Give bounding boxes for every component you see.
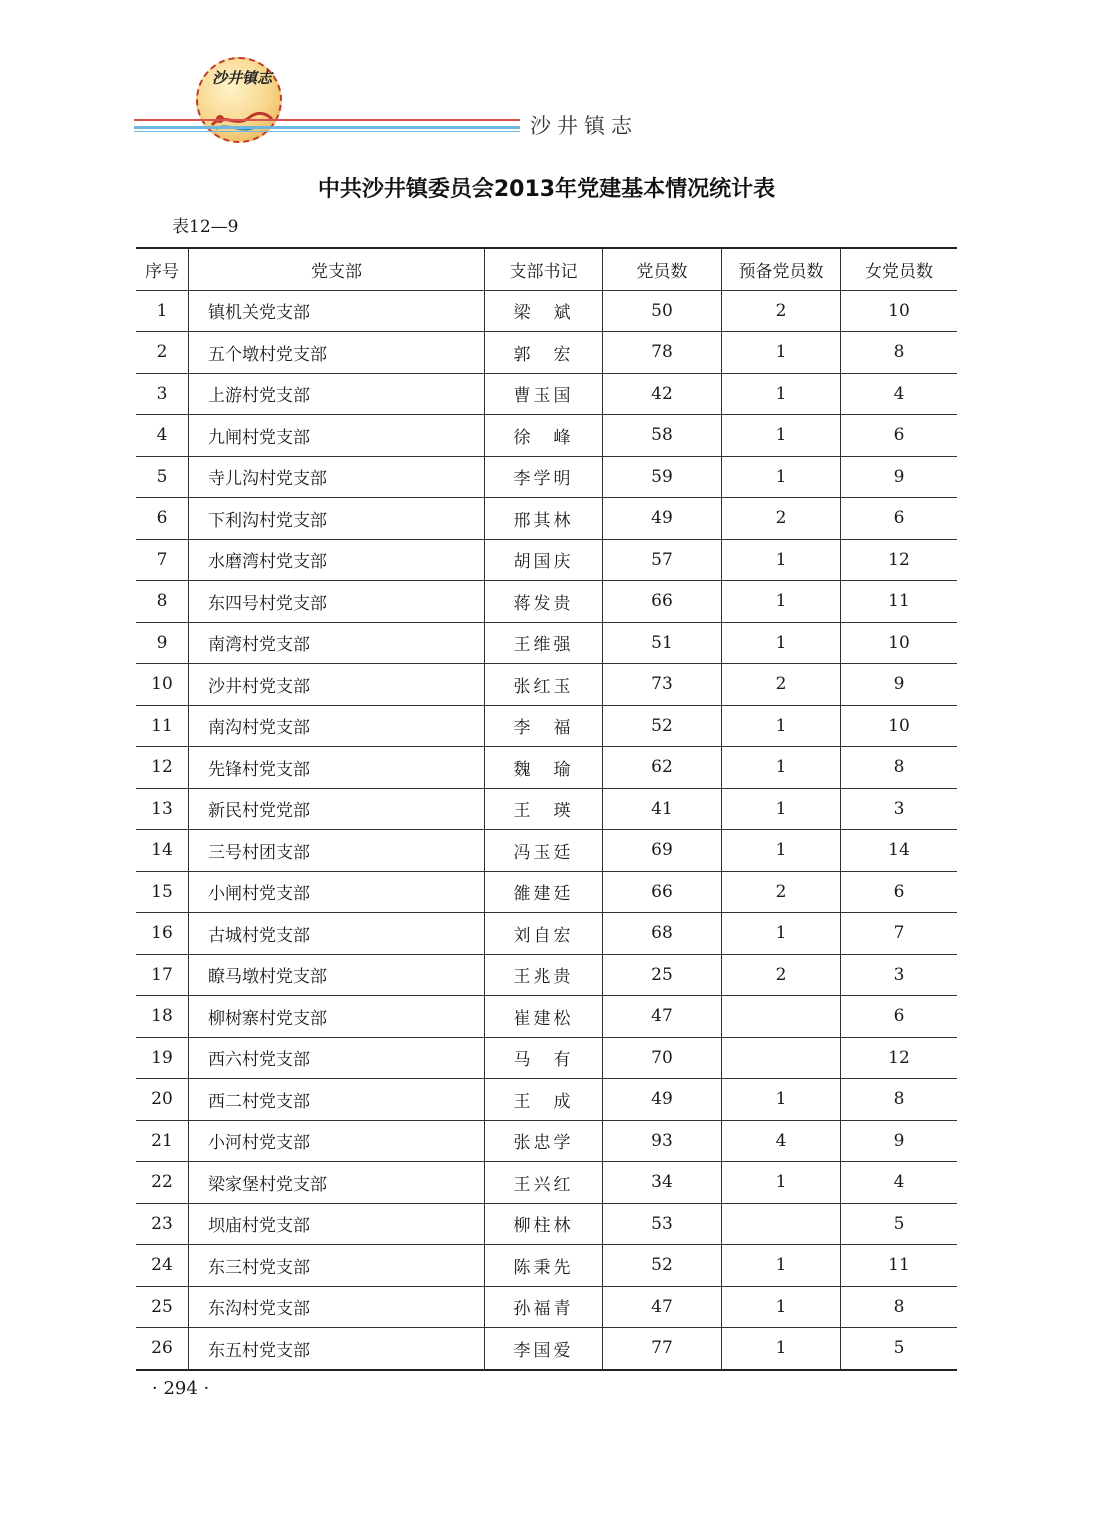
secretary-cell: 陈秉先 (485, 1245, 603, 1287)
row-number-cell: 3 (136, 373, 189, 415)
members-cell: 50 (603, 290, 722, 332)
probationary-cell: 1 (722, 456, 841, 498)
header-rule-red (134, 119, 520, 121)
column-header: 预备党员数 (722, 248, 841, 290)
female-cell: 9 (841, 456, 958, 498)
members-cell: 78 (603, 332, 722, 374)
members-cell: 57 (603, 539, 722, 581)
branch-cell: 三号村团支部 (189, 830, 485, 872)
female-cell: 6 (841, 498, 958, 540)
female-cell: 9 (841, 664, 958, 706)
table-row (136, 1245, 957, 1287)
probationary-cell: 1 (722, 581, 841, 623)
probationary-cell: 1 (722, 332, 841, 374)
header-rule-blue (134, 126, 520, 129)
probationary-cell: 2 (722, 954, 841, 996)
branch-cell: 西六村党支部 (189, 1037, 485, 1079)
branch-cell: 西二村党支部 (189, 1079, 485, 1121)
female-cell: 7 (841, 913, 958, 955)
branch-cell: 东三村党支部 (189, 1245, 485, 1287)
table-row (136, 1286, 957, 1328)
row-number-cell: 5 (136, 456, 189, 498)
secretary-cell: 李国爱 (485, 1328, 603, 1370)
probationary-cell: 1 (722, 788, 841, 830)
row-number-cell: 20 (136, 1079, 189, 1121)
probationary-cell: 1 (722, 1079, 841, 1121)
row-number-cell: 4 (136, 415, 189, 457)
secretary-cell: 梁 斌 (485, 290, 603, 332)
statistics-table (136, 247, 957, 1371)
female-cell: 8 (841, 747, 958, 789)
female-cell: 8 (841, 1079, 958, 1121)
table-row (136, 1079, 957, 1121)
members-cell: 47 (603, 996, 722, 1038)
female-cell: 3 (841, 788, 958, 830)
members-cell: 34 (603, 1162, 722, 1204)
members-cell: 41 (603, 788, 722, 830)
branch-cell: 南沟村党支部 (189, 705, 485, 747)
table-row (136, 1328, 957, 1370)
female-cell: 14 (841, 830, 958, 872)
female-cell: 4 (841, 1162, 958, 1204)
branch-cell: 东沟村党支部 (189, 1286, 485, 1328)
female-cell: 10 (841, 705, 958, 747)
table-row (136, 705, 957, 747)
female-cell: 12 (841, 539, 958, 581)
table-row (136, 1037, 957, 1079)
table-row (136, 1120, 957, 1162)
female-cell: 8 (841, 332, 958, 374)
branch-cell: 五个墩村党支部 (189, 332, 485, 374)
header-rule-blue-thin (134, 131, 520, 132)
table-title: 中共沙井镇委员会2013年党建基本情况统计表 (317, 177, 776, 202)
members-cell: 53 (603, 1203, 722, 1245)
secretary-cell: 李 福 (485, 705, 603, 747)
branch-cell: 下利沟村党支部 (189, 498, 485, 540)
table-row (136, 290, 957, 332)
table-body (136, 290, 957, 1370)
probationary-cell: 1 (722, 622, 841, 664)
probationary-cell: 1 (722, 1162, 841, 1204)
secretary-cell: 张红玉 (485, 664, 603, 706)
branch-cell: 坝庙村党支部 (189, 1203, 485, 1245)
book-title: 沙井镇志 (530, 114, 638, 138)
members-cell: 69 (603, 830, 722, 872)
probationary-cell: 1 (722, 705, 841, 747)
probationary-cell: 1 (722, 539, 841, 581)
probationary-cell (722, 996, 841, 1038)
members-cell: 58 (603, 415, 722, 457)
table-row (136, 622, 957, 664)
secretary-cell: 蒋发贵 (485, 581, 603, 623)
row-number-cell: 24 (136, 1245, 189, 1287)
page-header (0, 0, 1093, 150)
female-cell: 5 (841, 1328, 958, 1370)
table-header-row (136, 248, 957, 290)
table-row (136, 456, 957, 498)
secretary-cell: 雒建廷 (485, 871, 603, 913)
table-row (136, 1203, 957, 1245)
probationary-cell: 1 (722, 830, 841, 872)
members-cell: 70 (603, 1037, 722, 1079)
row-number-cell: 23 (136, 1203, 189, 1245)
probationary-cell: 1 (722, 1245, 841, 1287)
secretary-cell: 王兴红 (485, 1162, 603, 1204)
table-row (136, 498, 957, 540)
row-number-cell: 13 (136, 788, 189, 830)
members-cell: 51 (603, 622, 722, 664)
branch-cell: 梁家堡村党支部 (189, 1162, 485, 1204)
secretary-cell: 张忠学 (485, 1120, 603, 1162)
secretary-cell: 郭 宏 (485, 332, 603, 374)
row-number-cell: 25 (136, 1286, 189, 1328)
branch-cell: 东四号村党支部 (189, 581, 485, 623)
probationary-cell: 1 (722, 1286, 841, 1328)
table-row (136, 664, 957, 706)
row-number-cell: 9 (136, 622, 189, 664)
column-header: 支部书记 (485, 248, 603, 290)
probationary-cell: 1 (722, 415, 841, 457)
table-row (136, 954, 957, 996)
table-row (136, 1162, 957, 1204)
table-row (136, 747, 957, 789)
column-header: 党支部 (189, 248, 485, 290)
row-number-cell: 21 (136, 1120, 189, 1162)
secretary-cell: 孙福青 (485, 1286, 603, 1328)
members-cell: 62 (603, 747, 722, 789)
probationary-cell: 1 (722, 747, 841, 789)
table-row (136, 415, 957, 457)
female-cell: 6 (841, 415, 958, 457)
branch-cell: 新民村党党部 (189, 788, 485, 830)
secretary-cell: 李学明 (485, 456, 603, 498)
members-cell: 93 (603, 1120, 722, 1162)
table-row (136, 373, 957, 415)
table-row (136, 830, 957, 872)
female-cell: 5 (841, 1203, 958, 1245)
branch-cell: 东五村党支部 (189, 1328, 485, 1370)
secretary-cell: 王 成 (485, 1079, 603, 1121)
column-header: 序号 (136, 248, 189, 290)
female-cell: 6 (841, 996, 958, 1038)
secretary-cell: 魏 瑜 (485, 747, 603, 789)
members-cell: 25 (603, 954, 722, 996)
secretary-cell: 崔建松 (485, 996, 603, 1038)
row-number-cell: 26 (136, 1328, 189, 1370)
secretary-cell: 王兆贵 (485, 954, 603, 996)
female-cell: 9 (841, 1120, 958, 1162)
members-cell: 47 (603, 1286, 722, 1328)
row-number-cell: 6 (136, 498, 189, 540)
row-number-cell: 8 (136, 581, 189, 623)
members-cell: 49 (603, 498, 722, 540)
female-cell: 3 (841, 954, 958, 996)
probationary-cell: 2 (722, 498, 841, 540)
members-cell: 42 (603, 373, 722, 415)
branch-cell: 镇机关党支部 (189, 290, 485, 332)
probationary-cell (722, 1037, 841, 1079)
female-cell: 8 (841, 1286, 958, 1328)
secretary-cell: 柳柱林 (485, 1203, 603, 1245)
secretary-cell: 王 瑛 (485, 788, 603, 830)
row-number-cell: 16 (136, 913, 189, 955)
members-cell: 77 (603, 1328, 722, 1370)
members-cell: 73 (603, 664, 722, 706)
secretary-cell: 冯玉廷 (485, 830, 603, 872)
branch-cell: 南湾村党支部 (189, 622, 485, 664)
female-cell: 10 (841, 290, 958, 332)
branch-cell: 小河村党支部 (189, 1120, 485, 1162)
branch-cell: 上游村党支部 (189, 373, 485, 415)
secretary-cell: 王维强 (485, 622, 603, 664)
row-number-cell: 17 (136, 954, 189, 996)
probationary-cell: 2 (722, 871, 841, 913)
probationary-cell (722, 1203, 841, 1245)
table-row (136, 871, 957, 913)
secretary-cell: 胡国庆 (485, 539, 603, 581)
table-row (136, 581, 957, 623)
probationary-cell: 2 (722, 664, 841, 706)
secretary-cell: 刘自宏 (485, 913, 603, 955)
probationary-cell: 2 (722, 290, 841, 332)
page-number: · 294 · (152, 1378, 210, 1399)
row-number-cell: 7 (136, 539, 189, 581)
row-number-cell: 18 (136, 996, 189, 1038)
row-number-cell: 10 (136, 664, 189, 706)
row-number-cell: 22 (136, 1162, 189, 1204)
branch-cell: 柳树寨村党支部 (189, 996, 485, 1038)
branch-cell: 小闸村党支部 (189, 871, 485, 913)
row-number-cell: 15 (136, 871, 189, 913)
members-cell: 52 (603, 705, 722, 747)
row-number-cell: 19 (136, 1037, 189, 1079)
row-number-cell: 1 (136, 290, 189, 332)
column-header: 党员数 (603, 248, 722, 290)
row-number-cell: 11 (136, 705, 189, 747)
branch-cell: 瞭马墩村党支部 (189, 954, 485, 996)
secretary-cell: 邢其林 (485, 498, 603, 540)
branch-cell: 先锋村党支部 (189, 747, 485, 789)
seal-text: 沙井镇志 (212, 69, 273, 87)
members-cell: 66 (603, 871, 722, 913)
female-cell: 11 (841, 1245, 958, 1287)
secretary-cell: 曹玉国 (485, 373, 603, 415)
table-row (136, 788, 957, 830)
members-cell: 52 (603, 1245, 722, 1287)
members-cell: 59 (603, 456, 722, 498)
probationary-cell: 4 (722, 1120, 841, 1162)
table-row (136, 913, 957, 955)
table-row (136, 996, 957, 1038)
table-row (136, 539, 957, 581)
female-cell: 4 (841, 373, 958, 415)
members-cell: 49 (603, 1079, 722, 1121)
secretary-cell: 马 有 (485, 1037, 603, 1079)
table-label: 表12—9 (172, 217, 239, 237)
female-cell: 6 (841, 871, 958, 913)
row-number-cell: 14 (136, 830, 189, 872)
female-cell: 11 (841, 581, 958, 623)
branch-cell: 寺儿沟村党支部 (189, 456, 485, 498)
row-number-cell: 12 (136, 747, 189, 789)
branch-cell: 九闸村党支部 (189, 415, 485, 457)
column-header: 女党员数 (841, 248, 958, 290)
female-cell: 12 (841, 1037, 958, 1079)
members-cell: 66 (603, 581, 722, 623)
table-row (136, 332, 957, 374)
row-number-cell: 2 (136, 332, 189, 374)
branch-cell: 古城村党支部 (189, 913, 485, 955)
probationary-cell: 1 (722, 1328, 841, 1370)
probationary-cell: 1 (722, 373, 841, 415)
members-cell: 68 (603, 913, 722, 955)
branch-cell: 沙井村党支部 (189, 664, 485, 706)
secretary-cell: 徐 峰 (485, 415, 603, 457)
branch-cell: 水磨湾村党支部 (189, 539, 485, 581)
probationary-cell: 1 (722, 913, 841, 955)
female-cell: 10 (841, 622, 958, 664)
